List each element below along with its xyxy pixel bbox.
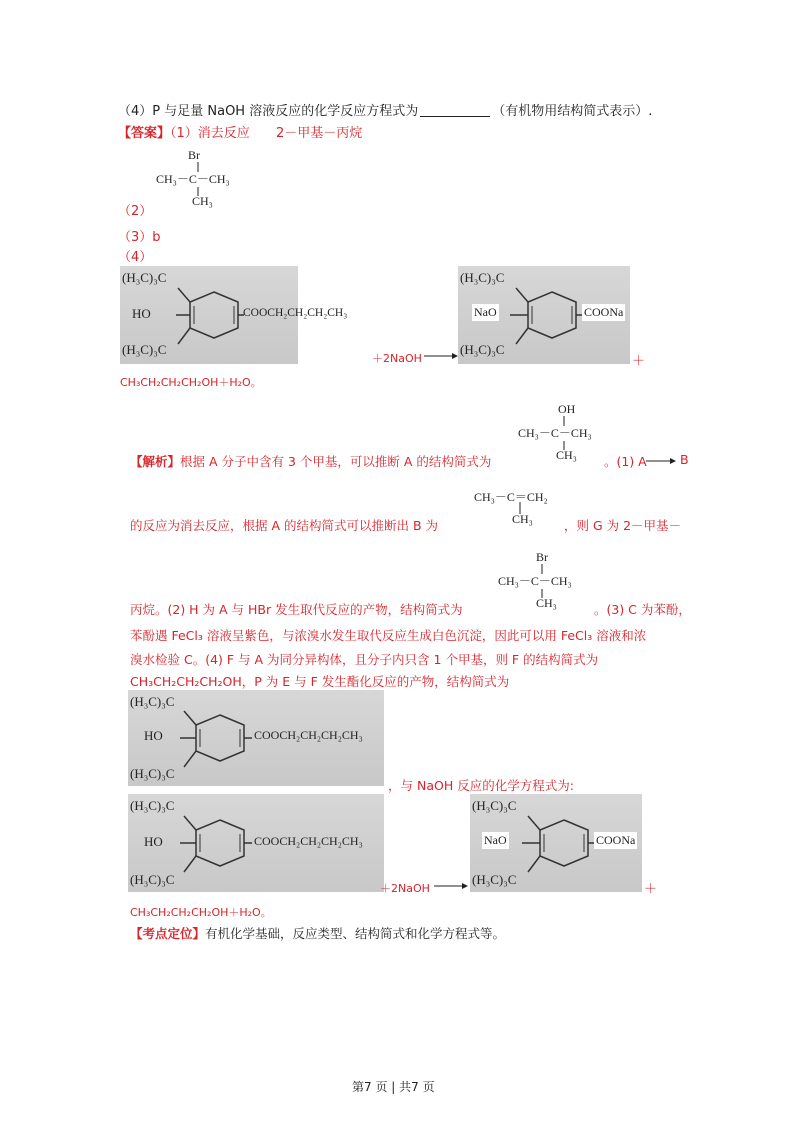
analysis-line-4: 苯酚遇 FeCl₃ 溶液呈紫色，与浓溴水发生取代反应生成白色沉淀，因此可以用 FeCl₃ 溶液和浓 [130,628,647,643]
alkene-bond [518,500,522,516]
product-salt-image: (H₃C)₃C NaO (H₃C)₃C COONa [458,266,630,364]
answer-arrow-icon [424,350,458,362]
answer-line-1: 【答案】（1）消去反应 2－甲基－丙烷 [118,126,363,141]
alcohol-bonds [562,414,566,454]
analysis-bromo-row: CH₃－C－CH₃ [498,574,572,588]
answer-part-3: （3）b [118,230,161,245]
question-4: （4）P 与足量 NaOH 溶液反应的化学反应方程式为 （有机物用结构简式表示）. [118,104,653,119]
analysis-product-image: (H₃C)₃C NaO (H₃C)₃C COONa [470,794,642,892]
answer-part-4-label: （4） [118,250,153,265]
answer-products: CH₃CH₂CH₂CH₂OH＋H₂O。 [120,376,262,389]
bromo-structure-row: CH₃－C－CH₃ [156,172,230,186]
alcohol-structure-row: CH₃－C－CH₃ [518,426,592,440]
alcohol-structure-bottom: CH₃ [556,448,577,462]
bromo-structure-top: Br [188,148,200,162]
analysis-line-2b: ，则 G 为 2－甲基－ [564,518,682,533]
analysis-arrow-icon [646,455,676,467]
analysis-line-1: 【解析】根据 A 分子中含有 3 个甲基，可以推断 A 的结构简式为 [130,454,492,469]
analysis-bromo-bonds [540,562,544,602]
alkene-structure-row: CH₃－C＝CH₂ [474,490,548,504]
analysis-line-3b: 。(3) C 为苯酚， [594,602,691,617]
analysis-line-1-end: 。(1) A [604,454,647,469]
analysis-reactant-image: (H₃C)₃C HO (H₃C)₃C COOCH₂CH₂CH₂CH₃ [128,794,384,892]
analysis-reaction-arrow-icon [434,880,468,892]
analysis-line-1-b: B [680,452,689,467]
bromo-bonds [196,160,200,200]
answer-part-2-label: （2） [118,204,153,219]
kaodian-line: 【考点定位】有机化学基础，反应类型、结构简式和化学方程式等。 [130,926,506,941]
analysis-line-5: 溴水检验 C。(4) F 与 A 为同分异构体，且分子内只含 1 个甲基，则 F 的结构简式为 [130,652,599,667]
answer-plus: ＋ [632,354,646,369]
bromo-structure-bottom: CH₃ [192,194,213,208]
analysis-bromo-top: Br [536,550,548,564]
page-footer: 第7 页 | 共7 页 [352,1080,435,1094]
analysis-plus: ＋ [644,882,658,897]
analysis-line-3a: 丙烷。(2) H 为 A 与 HBr 发生取代反应的产物，结构简式为 [130,602,463,617]
analysis-line-6: CH₃CH₂CH₂CH₂OH，P 为 E 与 F 发生酯化反应的产物，结构简式为 [130,674,510,689]
analysis-ester-image: (H₃C)₃C HO (H₃C)₃C COOCH₂CH₂CH₂CH₃ [128,690,384,786]
answer-plus-naoh: ＋2NaOH [372,352,422,365]
analysis-bromo-bottom: CH₃ [536,596,557,610]
alcohol-structure-top: OH [558,402,576,416]
analysis-plus-naoh: ＋2NaOH [380,882,430,895]
analysis-line-2a: 的反应为消去反应，根据 A 的结构简式可以推断出 B 为 [130,518,439,533]
alkene-structure-bottom: CH₃ [512,512,533,526]
analysis-products: CH₃CH₂CH₂CH₂OH＋H₂O。 [130,906,272,919]
analysis-line-7: ，与 NaOH 反应的化学方程式为: [388,778,574,793]
reactant-ester-image: (H₃C)₃C HO (H₃C)₃C COOCH₂CH₂CH₂CH₃ [120,266,298,364]
answer-blank [420,116,490,117]
